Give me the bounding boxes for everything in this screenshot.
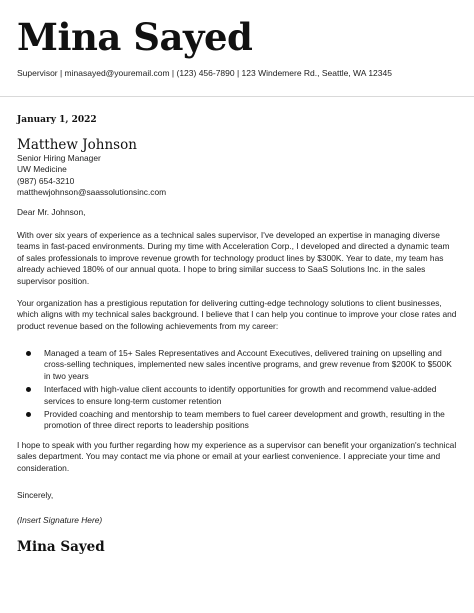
paragraph-intro: With over six years of experience as a technical sales supervisor, I've developed an expertise in managing diverse teams in fast-paced environments. During my time with Acceleration Corp., I developed and directed a dynamic team of sales professionals to improve revenue growth for technology product lines by $300K. Year to date, my team has already achieved 180% of our annual quota. I hope to bring similar success to SaaS Solutions Inc. in the sales supervisor position. [17,230,450,286]
bullet-icon [26,387,31,392]
signature-name: Mina Sayed [17,539,105,555]
letter-date: January 1, 2022 [17,115,97,125]
recipient-title: Senior Hiring Manager [17,153,101,163]
paragraph-reputation: Your organization has a prestigious reputation for delivering cutting-edge technology solutions to client businesses, which aligns with my technical sales background. I believe that I can help you continue to improve your close rates and product revenue based on the following achievements from my career: [17,298,457,331]
list-item [17,409,457,432]
recipient-name: Matthew Johnson [17,137,137,153]
list-item-text: Provided coaching and mentorship to team members to fuel career development and growth, resulting in the promotion of three direct reports to leadership positions [44,409,445,431]
achievements-list [17,348,457,434]
recipient-details [17,153,166,199]
bullet-icon [26,351,31,356]
paragraph-closing: I hope to speak with you further regarding how my experience as a supervisor can benefit your organization's technical sales department. You may contact me via phone or email at your earliest convenience. I appreciate your time and consideration. [17,440,457,473]
recipient-phone: (987) 654-3210 [17,175,75,186]
contact-line: Supervisor | minasayed@youremail.com | (123) 456-7890 | 123 Windemere Rd., Seattle, WA 12345 [17,68,392,78]
list-item [17,384,457,407]
list-item [17,348,457,382]
recipient-email: matthewjohnson@saassolutionsinc.com [17,187,167,198]
salutation: Dear Mr. Johnson, [17,207,86,217]
resume-header [0,0,474,97]
signature-placeholder: (Insert Signature Here) [17,515,103,525]
applicant-name: Mina Sayed [17,15,253,59]
bullet-icon [26,412,31,417]
recipient-company: UW Medicine [17,164,67,175]
closing: Sincerely, [17,490,54,500]
list-item-text: Interfaced with high-value client accounts to identify opportunities for growth and recommend value-added services to ensure long-term customer retention [44,384,437,406]
list-item-text: Managed a team of 15+ Sales Representatives and Account Executives, delivered training on upselling and cross-selling techniques, implemented new sales incentive programs, and grew revenue from $200K to $500K in two years [44,348,452,381]
